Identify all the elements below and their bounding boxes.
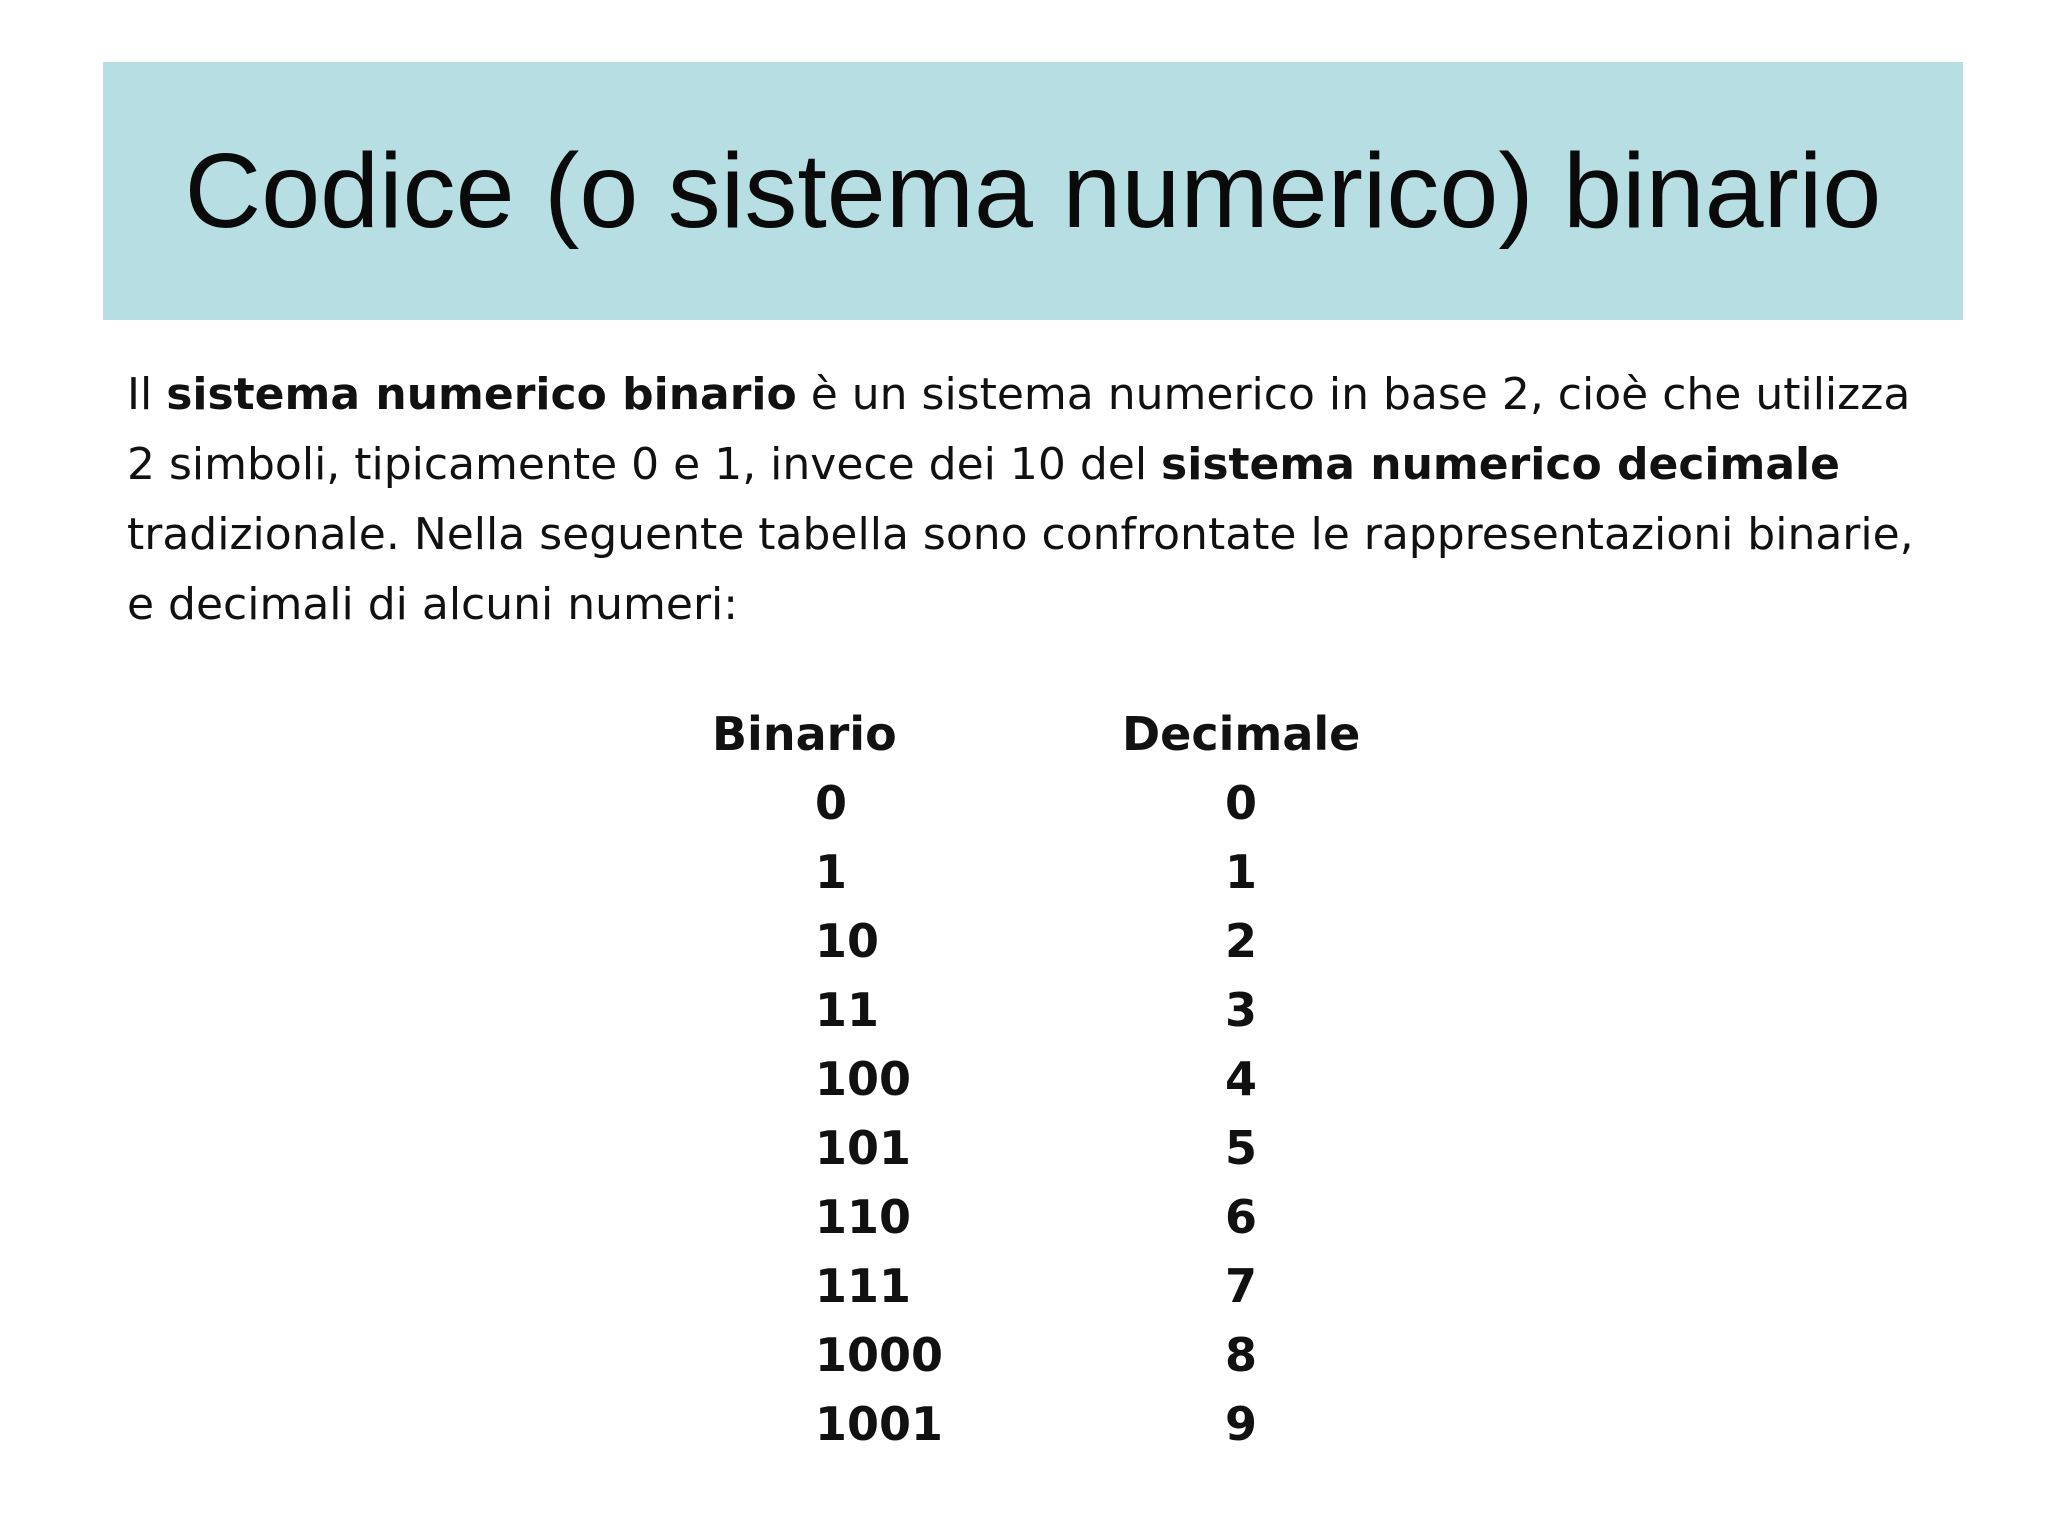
decimal-cell: 2 <box>1225 914 1258 968</box>
decimal-cell: 4 <box>1225 1052 1258 1106</box>
decimal-cell: 1 <box>1225 845 1258 899</box>
decimal-cell: 9 <box>1225 1397 1258 1451</box>
decimal-cell: 0 <box>1225 776 1258 830</box>
decimal-cell: 8 <box>1225 1328 1258 1382</box>
decimal-column <box>1122 700 1360 1459</box>
decimal-cell: 6 <box>1225 1190 1258 1244</box>
decimal-header: Decimale <box>1122 707 1361 761</box>
intro-paragraph <box>127 360 1927 640</box>
slide-title: Codice (o sistema numerico) binario <box>184 132 1882 250</box>
binary-cell: 11 <box>815 983 880 1037</box>
binary-column <box>712 700 943 1459</box>
binary-cell: 0 <box>815 776 848 830</box>
binary-cell: 1 <box>815 845 848 899</box>
title-banner <box>103 62 1963 320</box>
decimal-cell: 7 <box>1225 1259 1258 1313</box>
binary-cell: 100 <box>815 1052 912 1106</box>
binary-header: Binario <box>712 707 897 761</box>
binary-cell: 10 <box>815 914 880 968</box>
intro-text-2: è un sistema numerico in base 2, cioè che utilizza 2 simboli, tipicamente 0 e 1, invece dei 10 del <box>127 369 1911 490</box>
binary-cell: 101 <box>815 1121 912 1175</box>
intro-bold-decimal: sistema numerico decimale <box>1161 439 1840 490</box>
decimal-cell: 3 <box>1225 983 1258 1037</box>
intro-bold-binary: sistema numerico binario <box>166 369 797 420</box>
decimal-cell: 5 <box>1225 1121 1258 1175</box>
binary-cell: 1001 <box>815 1397 944 1451</box>
binary-cell: 1000 <box>815 1328 944 1382</box>
intro-text-1: Il <box>127 369 167 420</box>
intro-text-3: tradizionale. Nella seguente tabella sono confrontate le rappresentazioni binarie, e decimali di alcuni numeri: <box>127 509 1914 630</box>
binary-cell: 110 <box>815 1190 912 1244</box>
binary-cell: 111 <box>815 1259 912 1313</box>
